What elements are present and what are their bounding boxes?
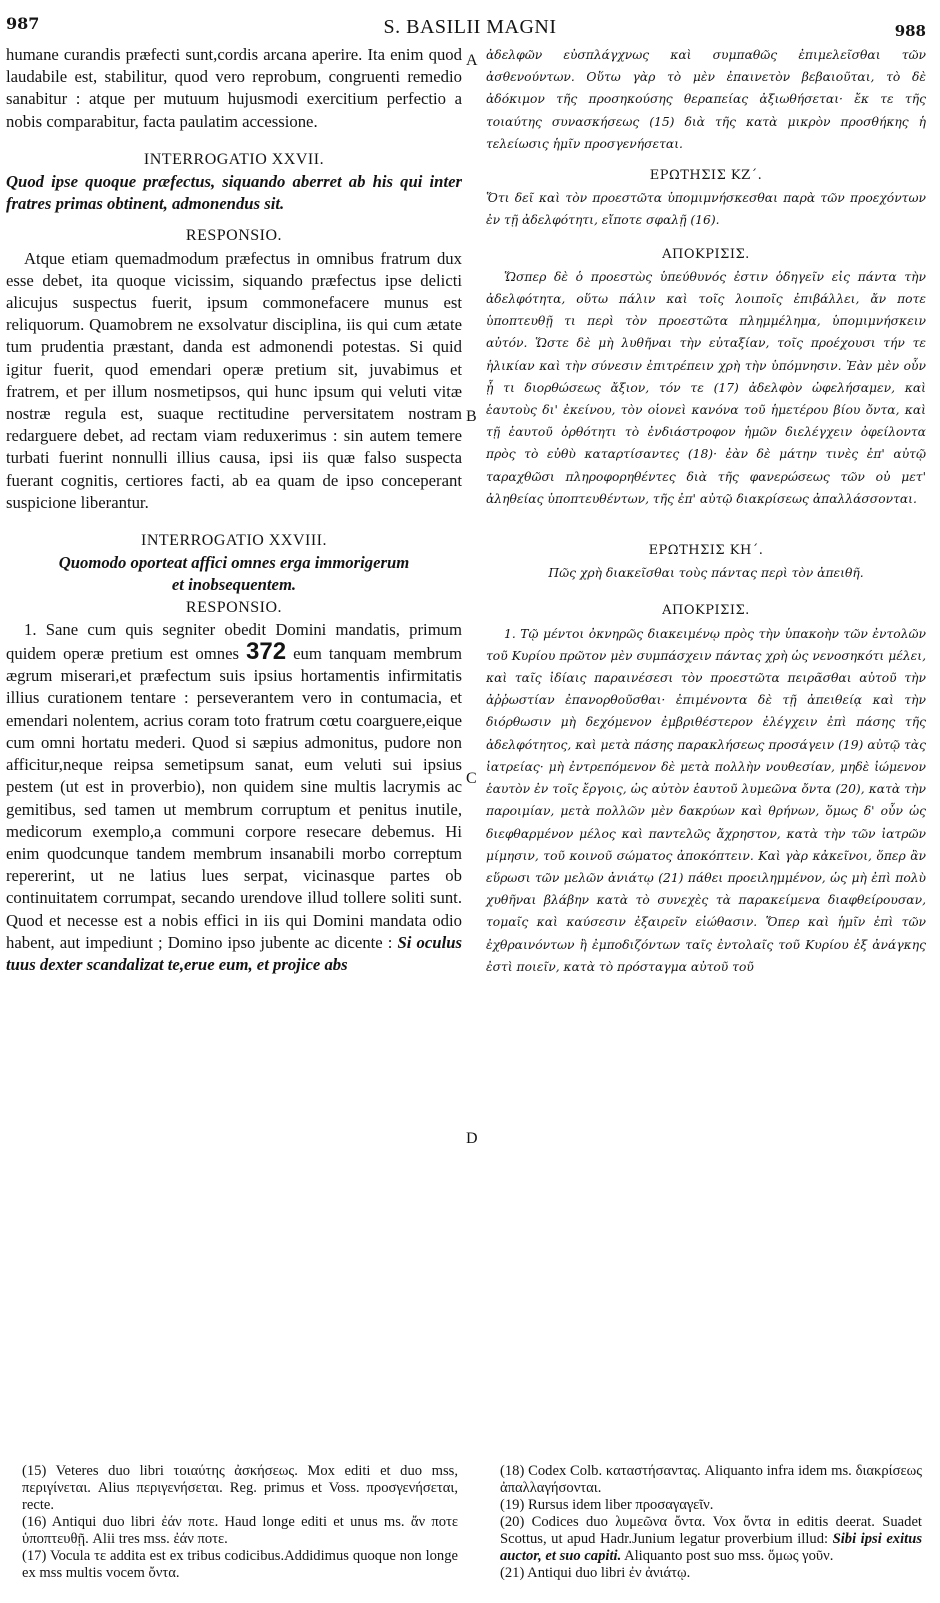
footnotes-left [22,1463,458,1582]
latin-paragraph-1: humane curandis præfecti sunt,cordis arcana aperire. Ita enim quod laudabile est, stabilitur, quod vero reprobum, congruenti remedio sanabitur : atque per mutuum hujusmodi exercitium perfectio a nobis comparabitur, facta paulatim accessione. [6,45,462,131]
latin-scripture-quote: Si oculus tuus dexter scandalizat te,erue eum, et projice abs [6,932,462,974]
margin-letter-b: B [466,408,477,425]
footnote-20-tail: Aliquanto post suo mss. ὅμως γοῦν. [624,1548,834,1564]
margin-letter-d: D [466,1130,478,1147]
greek-question-27-text: Ὅτι δεῖ καὶ τὸν προεστῶτα ὑπομιμνήσκεσθαι παρὰ τῶν προεχόντων ἐν τῇ ἀδελφότητι, εἴποτε σφαλῇ (16). [486,191,926,228]
footnote-20-proverb: Sibi ipsi exitus auctor, et suo capiti. [500,1531,922,1564]
latin-question-28-title: INTERROGATIO XXVIII. [141,532,327,550]
footnote-18: (18) Codex Colb. καταστήσαντας. Aliquanto infra idem ms. διακρίσεως ἀπαλλαγήσονται. [500,1463,922,1496]
greek-response-1-title: ΑΠΟΚΡΙΣΙΣ. [662,246,750,262]
greek-question-28-text: Πῶς χρὴ διακεῖσθαι τοὺς πάντας περὶ τὸν ἀπειθῆ. [548,566,864,581]
footnote-17: (17) Vocula τε addita est ex tribus codicibus.Addidimus quoque non longe ex mss multis vocem ὄντα. [22,1548,458,1581]
page-number-left: 987 [6,14,40,33]
greek-question-28-title: ΕΡΩΤΗΣΙΣ ΚΗ΄. [648,543,764,559]
migne-column-number: 372 [246,638,287,666]
greek-column [486,44,926,978]
latin-question-28-text-a: Quomodo oporteat affici omnes erga immorigerum [58,553,410,573]
greek-paragraph-2: Ὥσπερ δὲ ὁ προεστὼς ὑπεύθυνός ἐστιν ὁδηγεῖν εἰς πάντα τὴν ἀδελφότητα, οὕτω πάλιν καὶ τοῖς λοιποῖς ἐπιβάλλει, ἄν ποτε ὑποπτευθῇ τι περὶ τὸν προεστῶτα πλημμέλημα, ὑπομιμνήσκειν αὐτόν. Ὥστε δὲ μὴ λυθῆναι τὴν εὐταξίαν, τοῖς προέχουσι τήν τε ἡλικίαν καὶ τὴν σύνεσιν ἐπιτρέπειν χρὴ τὴν ὑπόμνησιν. Ἐὰν μὲν οὖν ᾖ τι διορθώσεως ἄξιον, τόν τε (17) ἀδελφὸν ὠφελήσαμεν, καὶ ἑαυτοὺς δι' ἐκείνου, τὸν οἱονεὶ κανόνα τοῦ ἡμετέρου βίου ὄντα, καὶ τῇ ἑαυτοῦ ὀρθότητι τὸ ἐνδιάστροφον ἡμῶν διελέγχειν ὀφείλοντα πρὸς τὸ εὐθὺ καταρτίσαντες (18)· ἐὰν δὲ μάτην τινὲς ἐπ' αὐτῷ ταραχθῶσι πληροφορηθέντες διὰ τῆς φανερώσεως τῶν οὐ μετ' ἀληθείας ὑποπτευθέντων, τῆς ἐπ' αὐτῷ διακρίσεως ἀπαλλάσσονται. [486,269,926,506]
margin-letter-c: C [466,770,477,787]
footnote-20-text: (20) Codices duo λυμεῶνα ὄντα. Vox ὄντα in editis deerat. Suadet Scottus, ut apud Hadr.Junium legatur proverbium illud: [500,1514,922,1547]
latin-question-27-title: INTERROGATIO XXVII. [143,150,325,168]
latin-paragraph-2: Atque etiam quemadmodum præfectus in omnibus fratrum dux esse debet, ita quoque vicissim, siquando præfectus ipse delicti alicujus suspectus fuerit, ipsum commonefacere munus est reliquorum. Quamobrem ne exsolvatur disciplina, iis qui cum ætate tum prudentia præstant, danda est admonendi potestas. Si quid igitur fuerit, quod emendari operæ pretium sit, juvabimus et fratrem, et per illum nosmetipsos, qui hunc ipsum qui veluti vitæ nostræ regula est, suaque rectitudine perversitatem nostram redarguere debet, ad rectam viam reduxerimus : sin autem temere turbati fuerint nonnulli illius causa, ipsi iis quæ falso suspecta fuerant cognitis, certiores facti, ab ea quam de ipso conceperant suspicione liberantur. [6,248,462,512]
footnotes-right [500,1463,922,1582]
latin-paragraph-3 [6,619,462,976]
greek-question-27-title: ΕΡΩΤΗΣΙΣ ΚΖ΄. [649,168,763,184]
latin-paragraph-3b: eum tanquam membrum ægrum miserari,et præfectum suis ipsius hortamentis infirmitatis illius curationem tentare : perseverantem vero in contumacia, et emendari nolentem, acrius coram toto fratrum cœtu coarguere,eique cum omni hortatu mederi. Quod si sæpius admonitus, pudore non afficitur,neque reipsa semetipsum sanat, eum veluti sui ipsius pestem (ut est in proverbio), non quidem sine multis lacrymis ac gemitibus, sed tamen ut membrum corruptum et penitus inutile, medicorum exemplo,a communi corpore resecare debemus. Hi enim quodcunque tandem membrum insanabili morbo correptum repererint, ut ne latius lues serpat, vicinasque partes ob continuitatem corrumpat, secando urendove illud tollere soliti sunt. Quod et necesse est a nobis effici in iis qui Domini mandata odio habent, aut impediunt ; Domino ipso jubente ac dicente : [6,644,462,952]
greek-response-2-title: ΑΠΟΚΡΙΣΙΣ. [662,603,750,619]
latin-column [6,44,462,976]
margin-letter-a: A [466,52,478,69]
greek-paragraph-1: ἀδελφῶν εὐσπλάγχνως καὶ συμπαθῶς ἐπιμελεῖσθαι τῶν ἀσθενούντων. Οὕτω γὰρ τὸ μὲν ἐπαινετὸν βεβαιοῦται, τὸ δὲ ἀδόκιμον τῆς προσηκούσης θεραπείας ἀξιωθήσεται· ἔκ τε τῆς τοιαύτης συνασκήσεως (15) διὰ τῆς κατὰ μικρὸν προσθήκης ἡ τελείωσις ἡμῖν προσγενήσεται. [486,48,926,151]
latin-response-1-title: RESPONSIO. [185,227,283,245]
latin-response-2-title: RESPONSIO. [185,598,283,616]
footnote-15: (15) Veteres duo libri τοιαύτης ἀσκήσεως. Mox editi et duo mss, περιγίνεται. Alius περιγενήσεται. Reg. primus et Voss. προσγενήσεται, recte. [22,1463,458,1513]
footnote-21: (21) Antiqui duo libri ἐν ἀνιάτῳ. [500,1565,691,1581]
greek-paragraph-3: 1. Τῷ μέντοι ὀκνηρῶς διακειμένῳ πρὸς τὴν ὑπακοὴν τῶν ἐντολῶν τοῦ Κυρίου πρῶτον μὲν συμπάσχειν πάντας χρὴ ὡς νενοσηκότι μέλει, καὶ ταῖς ἰδίαις παραινέσεσι τὸν προεστῶτα πειρᾶσθαι αὐτοῦ τὴν ἀῤῥωστίαν ἐπανορθοῦσθαι· ἐπιμένοντα δὲ τῇ ἀπειθείᾳ καὶ τὴν διόρθωσιν μὴ δεχόμενον ἐμβριθέστερον ἐλέγχειν ἐπὶ πάσης τῆς ἀδελφότητος, καὶ μετὰ πάσης παρακλήσεως προσάγειν (19) αὐτῷ τὰς ἰατρείας· μὴ ἐντρεπόμενον δὲ μετὰ πολλὴν νουθεσίαν, μηδὲ ἰώμενον ἑαυτὸν ἐν τοῖς ἔργοις, ὡς αὐτὸν ἑαυτοῦ λυμεῶνα ὄντα (20), κατὰ τὴν παροιμίαν, μετὰ πολλῶν μὲν δακρύων καὶ θρήνων, ὅμως δ' οὖν ὡς διεφθαρμένον μέλος καὶ παντελῶς ἄχρηστον, κατὰ τὴν τῶν ἰατρῶν μίμησιν, τοῦ κοινοῦ σώματος ἀποκόπτειν. Καὶ γὰρ κἀκεῖνοι, ὅπερ ἂν εὕρωσι τῶν μελῶν ἀνιάτῳ (21) πάθει προειλημμένον, ὡς μὴ ἐπὶ πολὺ χυθῆναι βλάβην κατὰ τὸ συνεχὲς τὰ παρακείμενα διαφθείρουσαν, τομαῖς καὶ καύσεσιν ἐξαιρεῖν εἰώθασιν. Ὅπερ καὶ ἡμῖν ἐπὶ τῶν ἐχθραινόντων ἢ ἐμποδιζόντων ταῖς ἐντολαῖς τοῦ Κυρίου ἐξ ἀνάγκης ἐστὶ ποιεῖν, κατὰ τὸ πρόσταγμα αὐτοῦ τοῦ [486,626,926,974]
latin-question-27-text: Quod ipse quoque præfectus, siquando aberret ab his qui inter fratres primas obtinent, admonendus sit. [6,172,462,214]
footnote-16: (16) Antiqui duo libri ἐάν ποτε. Haud longe editi et unus ms. ἄν ποτε ὑποπτευθῇ. Alii tres mss. ἐάν ποτε. [22,1514,458,1547]
page-header [0,14,940,40]
latin-question-28-text-b: et inobsequentem. [171,575,297,595]
footnote-20 [500,1514,922,1565]
footnote-19: (19) Rursus idem liber προσαγαγεῖν. [500,1497,714,1513]
page-number-right: 988 [894,22,926,40]
running-title: S. BASILII MAGNI [383,16,557,38]
latin-paragraph-3a: 1. Sane cum quis segniter obedit Domini mandatis, primum quidem operæ pretium est omnes [6,619,462,664]
